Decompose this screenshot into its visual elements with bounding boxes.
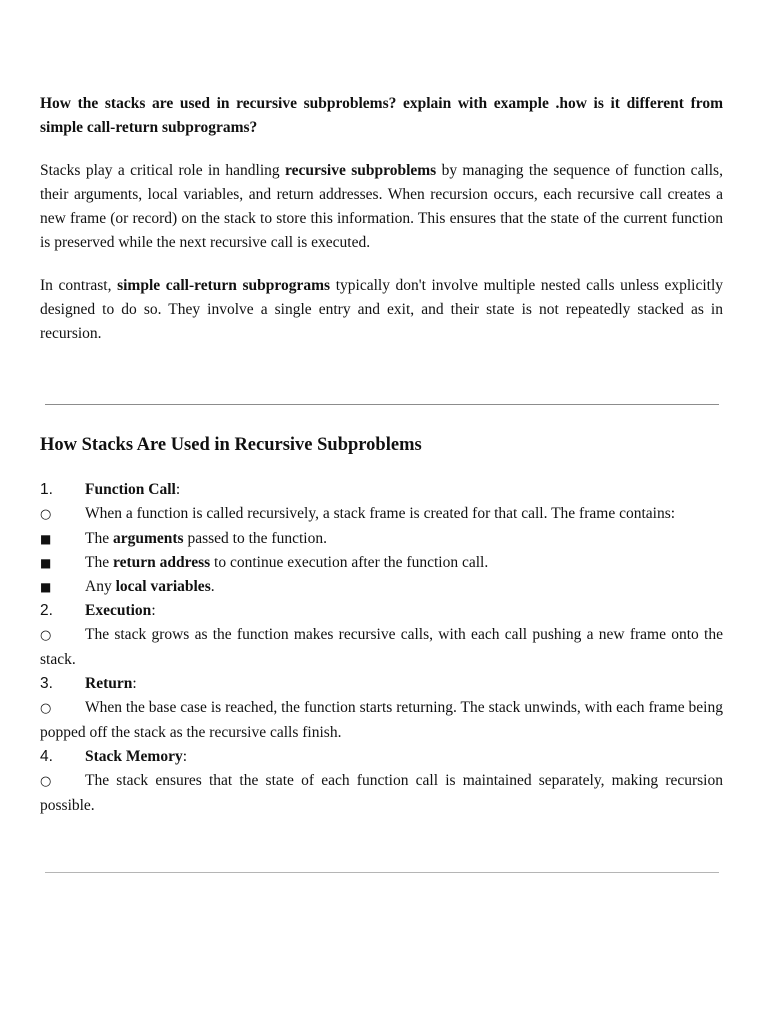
- square-bullet-icon: ■: [40, 556, 52, 570]
- list-subitem: ○ When the base case is reached, the function starts returning. The stack unwinds, with each frame being popped off the stack as the recursive calls finish.: [40, 699, 723, 741]
- circle-bullet-icon: ○: [40, 774, 52, 789]
- intro-paragraph-1: Stacks play a critical role in handling recursive subproblems by managing the sequence of function calls, their arguments, local variables, and return addresses. When recursion occurs, each recursive call creates a new frame (or record) on the stack to store this information. This ensures that the state of the current function is preserved while the next recursive call is executed.: [40, 162, 723, 251]
- square-bullet-icon: ■: [40, 532, 52, 546]
- list-item-2: 2. Execution:: [40, 602, 156, 619]
- square-bullet-icon: ■: [40, 580, 52, 594]
- list-item-1: 1. Function Call:: [40, 481, 181, 498]
- horizontal-divider: [45, 872, 719, 873]
- numbered-list: [40, 478, 723, 818]
- list-subitem: ○ The stack ensures that the state of each function call is maintained separately, making recursion possible.: [40, 772, 723, 814]
- document-body: [40, 92, 723, 365]
- circle-bullet-icon: ○: [40, 628, 52, 643]
- list-subitem: ○ When a function is called recursively, a stack frame is created for that call. The frame contains:: [40, 502, 723, 527]
- list-subitem: ○ The stack grows as the function makes recursive calls, with each call pushing a new frame onto the stack.: [40, 626, 723, 668]
- question-text: How the stacks are used in recursive subproblems? explain with example .how is it different from simple call-return subprograms?: [40, 95, 723, 136]
- horizontal-divider: [45, 404, 719, 405]
- list-item-4: 4. Stack Memory:: [40, 748, 188, 765]
- circle-bullet-icon: ○: [40, 701, 52, 716]
- list-item-3: 3. Return:: [40, 675, 137, 692]
- list-bullet: ■ The arguments passed to the function.: [40, 527, 723, 551]
- circle-bullet-icon: ○: [40, 507, 52, 522]
- list-bullet: ■ The return address to continue execution after the function call.: [40, 551, 723, 575]
- section-heading: How Stacks Are Used in Recursive Subproblems: [40, 435, 422, 455]
- list-bullet: ■ Any local variables.: [40, 575, 723, 599]
- intro-paragraph-2: In contrast, simple call-return subprograms typically don't involve multiple nested calls unless explicitly designed to do so. They involve a single entry and exit, and their state is not repeatedly stacked as in recursion.: [40, 277, 723, 342]
